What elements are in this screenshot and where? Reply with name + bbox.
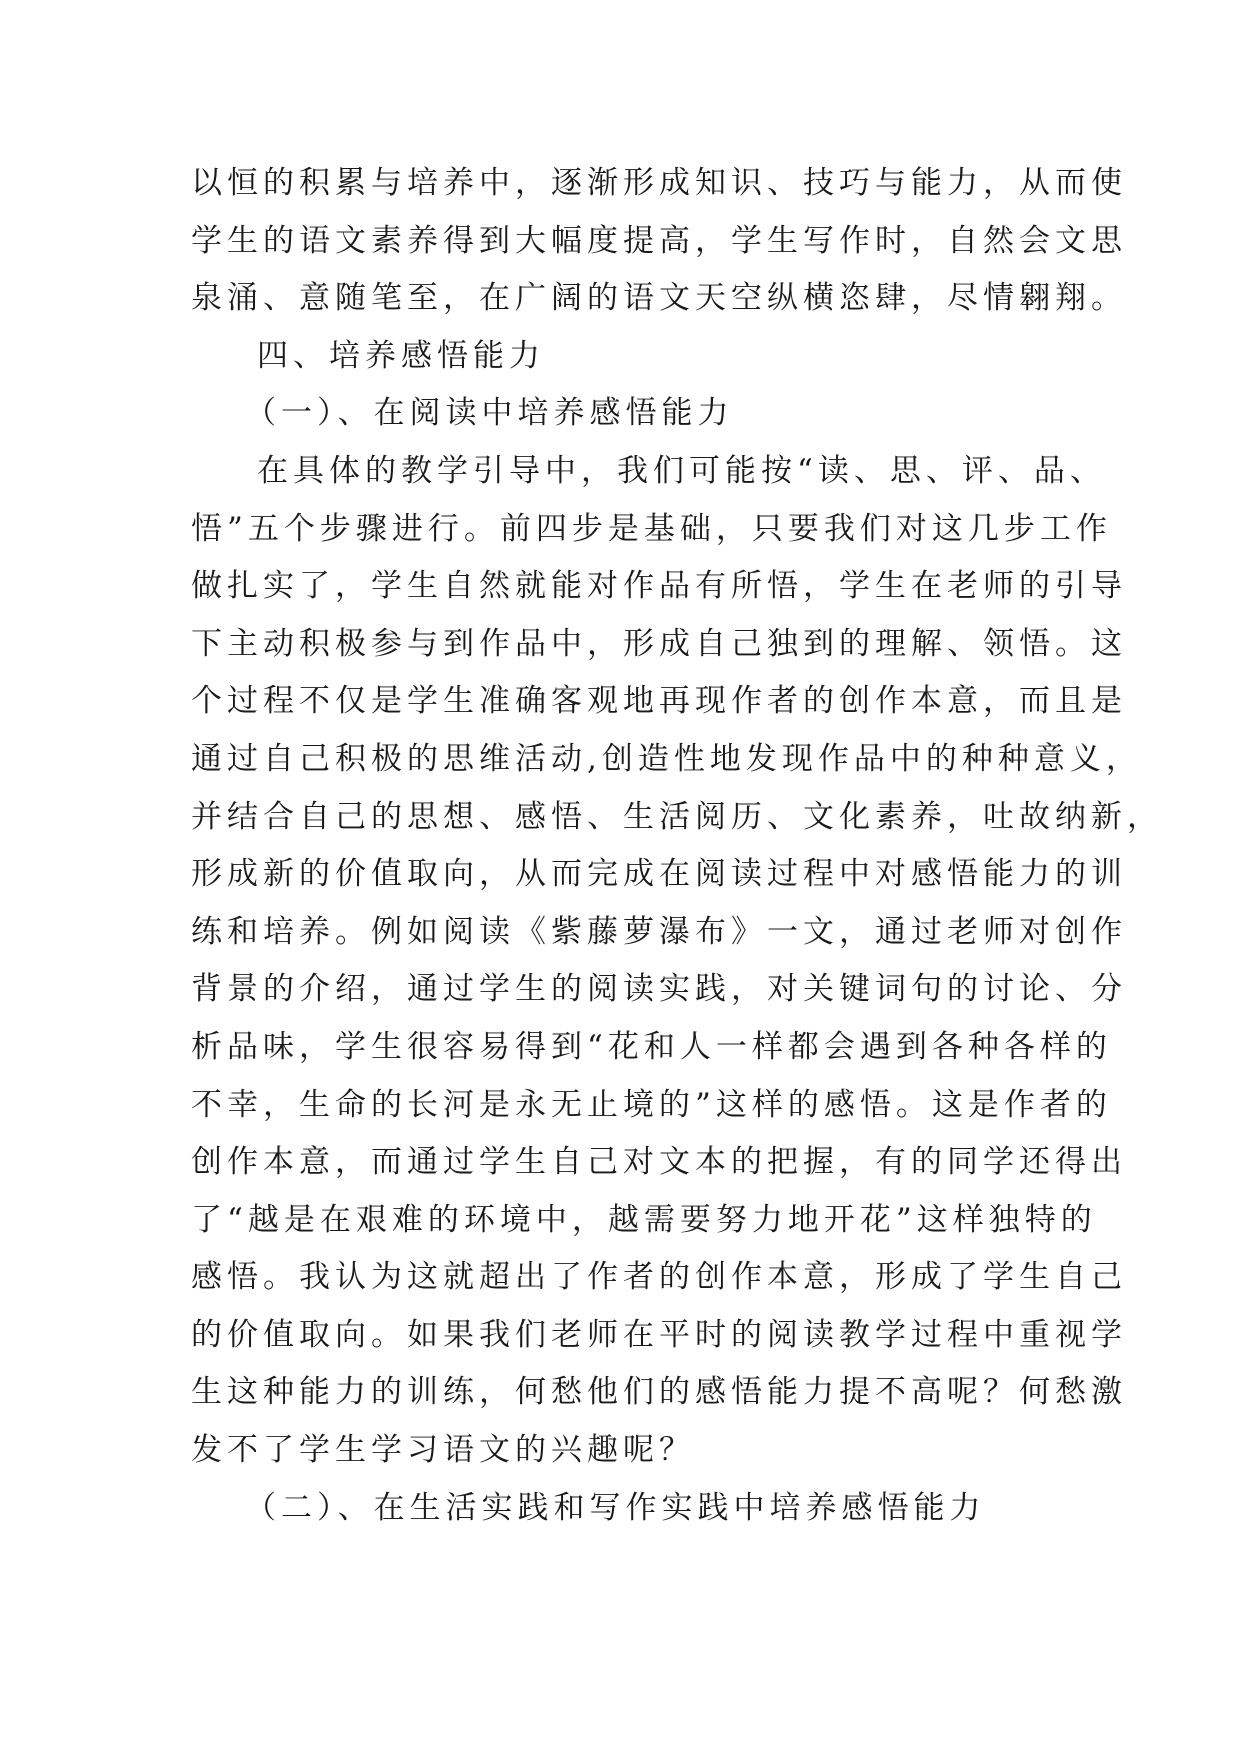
paragraph-line: 在具体的教学引导中，我们可能按“读、思、评、品、 bbox=[257, 452, 1106, 489]
subsection-heading: （二）、在生活实践和写作实践中培养感悟能力 bbox=[245, 1489, 986, 1526]
paragraph-line: 了“越是在艰难的环境中，越需要努力地开花”这样独特的 bbox=[191, 1201, 1097, 1238]
paragraph-line: 通过自己积极的思维活动,创造性地发现作品中的种种意义， bbox=[191, 740, 1142, 777]
paragraph-line: 悟”五个步骤进行。前四步是基础，只要我们对这几步工作 bbox=[191, 510, 1112, 547]
paragraph-line: 并结合自己的思想、感悟、生活阅历、文化素养，吐故纳新， bbox=[191, 798, 1163, 835]
paragraph-line: 下主动积极参与到作品中，形成自己独到的理解、领悟。这 bbox=[191, 625, 1127, 662]
subsection-heading: （一）、在阅读中培养感悟能力 bbox=[245, 395, 734, 432]
paragraph-line: 析品味，学生很容易得到“花和人一样都会遇到各种各样的 bbox=[191, 1028, 1112, 1065]
paragraph-line: 的价值取向。如果我们老师在平时的阅读教学过程中重视学 bbox=[191, 1316, 1127, 1353]
paragraph-line: 创作本意，而通过学生自己对文本的把握，有的同学还得出 bbox=[191, 1144, 1127, 1181]
paragraph-line: 形成新的价值取向，从而完成在阅读过程中对感悟能力的训 bbox=[191, 856, 1127, 893]
paragraph-line: 练和培养。例如阅读《紫藤萝瀑布》一文，通过老师对创作 bbox=[191, 913, 1127, 950]
document-body bbox=[191, 155, 1163, 1537]
paragraph-line: 以恒的积累与培养中，逐渐形成知识、技巧与能力，从而使 bbox=[191, 165, 1127, 201]
paragraph-line: 不幸，生命的长河是永无止境的”这样的感悟。这是作者的 bbox=[191, 1086, 1112, 1123]
paragraph-line: 做扎实了，学生自然就能对作品有所悟，学生在老师的引导 bbox=[191, 568, 1127, 605]
paragraph-line: 泉涌、意随笔至，在广阔的语文天空纵横恣肆，尽情翱翔。 bbox=[191, 280, 1127, 317]
paragraph-line: 个过程不仅是学生准确客观地再现作者的创作本意，而且是 bbox=[191, 683, 1127, 720]
paragraph-line: 发不了学生学习语文的兴趣呢？ bbox=[191, 1432, 695, 1469]
paragraph-line: 感悟。我认为这就超出了作者的创作本意，形成了学生自己 bbox=[191, 1259, 1127, 1296]
paragraph-line: 背景的介绍，通过学生的阅读实践，对关键词句的讨论、分 bbox=[191, 971, 1127, 1008]
paragraph-line: 学生的语文素养得到大幅度提高，学生写作时，自然会文思 bbox=[191, 222, 1127, 259]
paragraph-line: 生这种能力的训练，何愁他们的感悟能力提不高呢？何愁激 bbox=[191, 1374, 1127, 1411]
section-heading: 四、培养感悟能力 bbox=[257, 337, 545, 374]
